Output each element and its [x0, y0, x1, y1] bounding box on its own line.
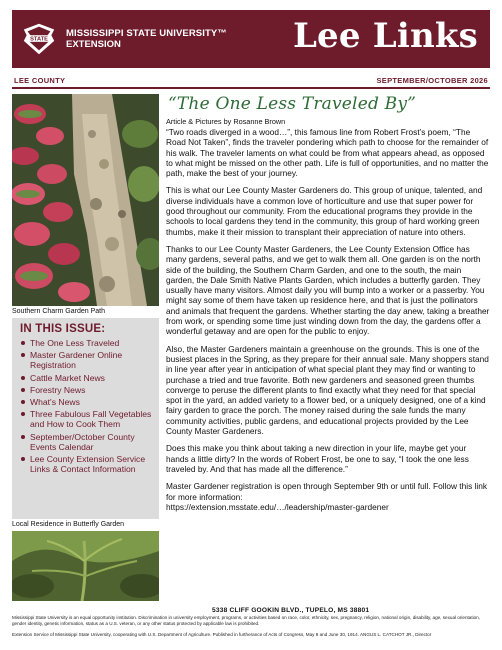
- in-this-issue-heading: IN THIS ISSUE:: [20, 323, 106, 335]
- article-paragraph: Thanks to our Lee County Master Gardeners, the Lee County Extension Office has many gardens, several paths, and we get to walk them all. One garden is on the north side of the building, the Southern Charm Garden, and one to the south, the main garden, the Dale Smith Native Plants Garden, which includes a butterfly garden. They usually have many visitors. Almost daily you will bump into a worker or a passerby. You might say some of them have taken up residence here, and that is just the pollinators and animals that frequent the gardens. Whether starting the day anew, taking a breather from work, or spending some time just winding down from the day, the gardens offer a wonderful getaway and are open for the public to enjoy.: [166, 243, 490, 337]
- issue-item-label: Cattle Market News: [30, 372, 105, 383]
- newsletter-title: Lee Links: [292, 16, 478, 56]
- issue-item: [18, 338, 154, 348]
- issue-date: SEPTEMBER/OCTOBER 2026: [376, 76, 488, 85]
- issue-item: [18, 385, 154, 395]
- article-title: “The One Less Traveled By”: [168, 94, 417, 114]
- bullet-icon: [21, 400, 25, 404]
- eeo-disclaimer: Mississippi State University is an equal opportunity institution. Discrimination in university employment, programs, or activities based on race, color, ethnicity, sex, pregnancy, religion, national origin, disability, age, sexual orientation, gender identity, genetic information, status as a U.S. veteran, or any other status protected by applicable law is prohibited.: [12, 615, 481, 626]
- garden-path-image: [12, 94, 159, 306]
- msu-logo-icon: [20, 20, 58, 58]
- bullet-icon: [21, 388, 25, 392]
- butterfly-garden-caption: Local Residence in Butterfly Garden: [12, 521, 125, 528]
- issue-item-label: Forestry News: [30, 384, 86, 395]
- issue-item-label: What's News: [30, 397, 80, 408]
- issue-item: [18, 350, 154, 370]
- header-rule: [12, 87, 490, 89]
- registration-link[interactable]: https://extension.msstate.edu/…/leadership/master-gardener: [166, 501, 389, 512]
- issue-list: [18, 338, 154, 474]
- issue-item: [18, 373, 154, 383]
- garden-path-photo: [12, 94, 159, 306]
- logo-text: STATE: [30, 36, 48, 43]
- main-article: [166, 94, 490, 512]
- article-paragraph: Also, the Master Gardeners maintain a greenhouse on the grounds. This is one of the busiest places in the Spring, as they prepare for their annual sale. Many shoppers stand in line year after year in anticipation of what special plant they may find or wanting to purchase a tried and true favorite. Both new gardeners and seasoned green thumbs converge to peruse the different plants to find exactly what they need for that special spot in the yard, an added variety to a flower bed, or a uniquely designed, one of a kind fairy garden to grace the porch. The money raised during the sale funds the many community activities, public gardens, and educational projects provided by the Lee County Master Gardeners.: [166, 343, 489, 437]
- butterfly-garden-photo: [12, 531, 159, 601]
- butterfly-garden-image: [12, 531, 159, 601]
- bullet-icon: [21, 412, 25, 416]
- article-paragraph: “Two roads diverged in a wood…”, this famous line from Robert Frost’s poem, “The Road Not Taken”, finds the traveler pondering which path to choose for the remainder of his walk. The traveler laments on what could be from what appears ahead, as opposed to what might be missed on the other path. Life is full of opportunities, and no matter the path, make the best of your journey.: [166, 127, 489, 179]
- issue-item-label: Master Gardener Online Registration: [30, 350, 123, 371]
- bullet-icon: [21, 457, 25, 461]
- article-paragraph: Does this make you think about taking a new direction in your life, maybe get your hands a little dirty? In the words of Robert Frost, be one to say, “I took the one less traveled by. And that has made all the difference.”: [166, 443, 469, 474]
- in-this-issue-box: [12, 318, 159, 519]
- article-byline: Article & Pictures by Rosanne Brown: [166, 117, 286, 126]
- issue-item-label: Lee County Extension Service Links & Contact Information: [30, 454, 146, 475]
- university-line2: EXTENSION: [66, 39, 121, 50]
- county-label: LEE COUNTY: [14, 76, 66, 85]
- masthead: [12, 10, 490, 68]
- issue-item-label: Three Fabulous Fall Vegetables and How to Cook Them: [30, 409, 152, 430]
- msu-logo: [20, 20, 58, 58]
- issue-item: [18, 397, 154, 407]
- article-paragraph: Master Gardener registration is open through September 9th or until full. Follow this link for more information:: [166, 481, 487, 502]
- issue-item-label: The One Less Traveled: [30, 338, 120, 348]
- garden-path-caption: Southern Charm Garden Path: [12, 308, 105, 315]
- bullet-icon: [21, 353, 25, 357]
- cooperative-statement: Extension Service of Mississippi State University, cooperating with U.S. Department of Agriculture. Published in furtherance of Acts of Congress, May 8 and June 30, 1914. ANGUS L. CATCHOT JR., Director: [12, 632, 432, 637]
- issue-item-label: September/October County Events Calendar: [30, 431, 135, 452]
- issue-item: [18, 409, 154, 429]
- issue-item: [18, 432, 154, 452]
- bullet-icon: [21, 376, 25, 380]
- issue-item: [18, 454, 154, 474]
- office-address: 5338 CLIFF GOOKIN BLVD., TUPELO, MS 38801: [212, 607, 370, 614]
- bullet-icon: [21, 435, 25, 439]
- university-name: [66, 29, 227, 50]
- university-line1: MISSISSIPPI STATE UNIVERSITY™: [66, 27, 227, 39]
- article-paragraph: This is what our Lee County Master Gardeners do. This group of unique, talented, and diverse individuals have a common love of horticulture and use that super power for good throughout our community. From the educational programs they provide in the schools to local gardens they tend in the community, this group of hard working green thumbs, make it their mission to transplant their appreciation of nature into others.: [166, 185, 483, 237]
- bullet-icon: [21, 341, 25, 345]
